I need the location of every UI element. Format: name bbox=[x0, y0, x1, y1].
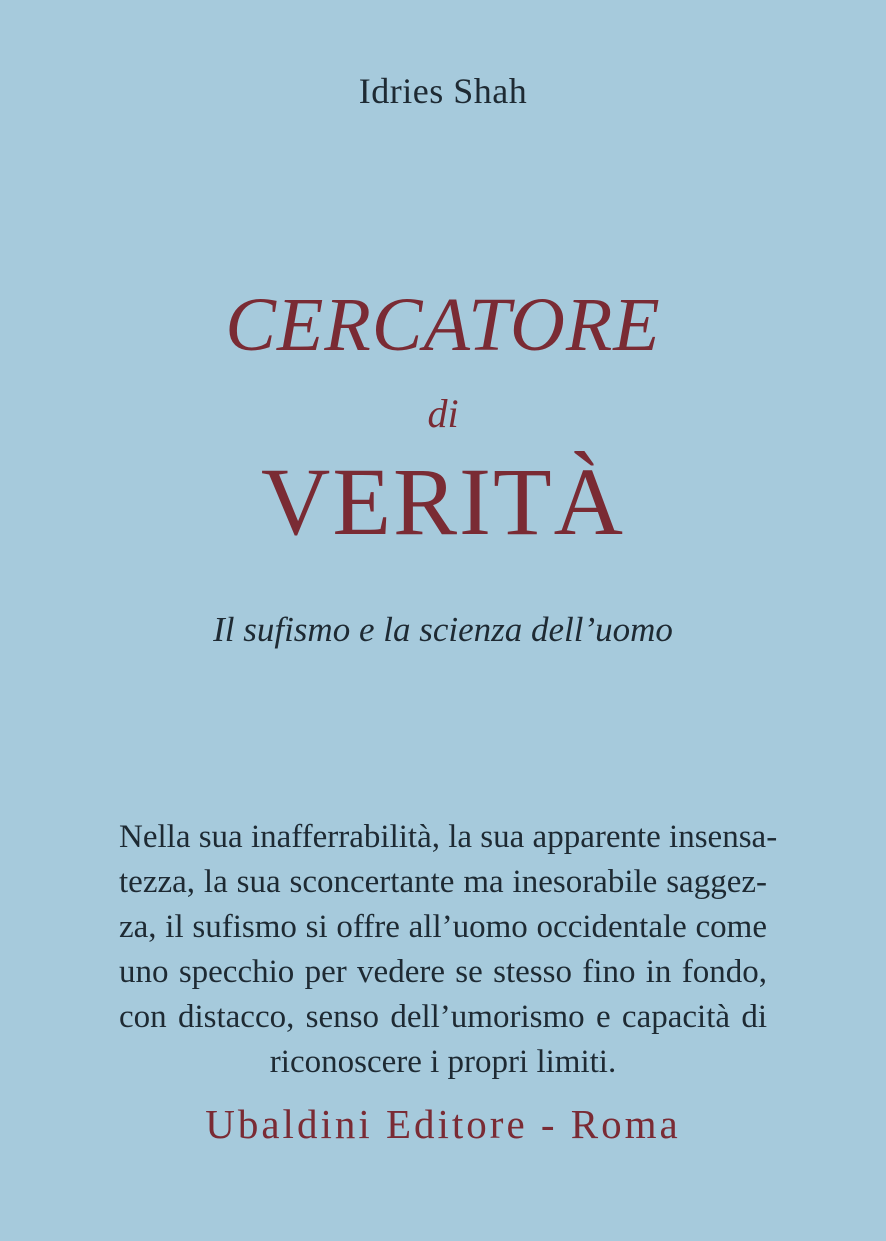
blurb-line: con distacco, senso dell’umorismo e capacità di bbox=[119, 999, 767, 1035]
blurb-text bbox=[119, 815, 778, 1085]
blurb-line: za, il sufismo si offre all’uomo occidentale come bbox=[119, 909, 767, 945]
subtitle: Il sufismo e la scienza dell’uomo bbox=[213, 610, 673, 649]
blurb-line: riconoscere i propri limiti. bbox=[269, 1044, 617, 1080]
blurb-line: uno specchio per vedere se stesso fino in fondo, bbox=[119, 954, 767, 990]
title-line-3: VERITÀ bbox=[261, 448, 625, 555]
title-line-1: CERCATORE bbox=[225, 283, 661, 367]
publisher-name: Ubaldini Editore - Roma bbox=[205, 1101, 681, 1147]
blurb-line: Nella sua inafferrabilità, la sua apparente insensa- bbox=[119, 819, 778, 855]
title-line-2: di bbox=[427, 391, 459, 436]
author-name: Idries Shah bbox=[358, 71, 528, 111]
blurb-line: tezza, la sua sconcertante ma inesorabile saggez- bbox=[119, 864, 767, 900]
